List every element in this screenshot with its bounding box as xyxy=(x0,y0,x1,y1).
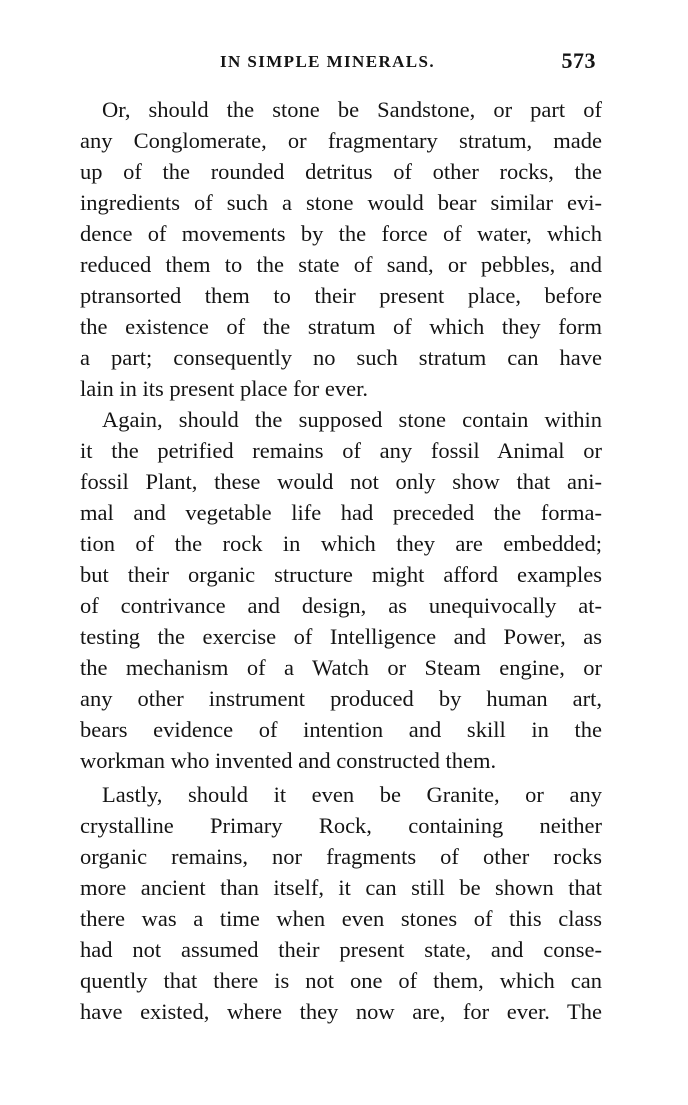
text-line: tion of the rock in which they are embedded; xyxy=(80,531,602,556)
text-line: ptransorted them to their present place, before xyxy=(80,283,602,308)
text-line: had not assumed their present state, and conse- xyxy=(80,937,602,962)
text-line: fossil Plant, these would not only show that ani- xyxy=(80,469,602,494)
text-line: the mechanism of a Watch or Steam engine, or xyxy=(80,655,602,680)
text-line: workman who invented and constructed them. xyxy=(80,748,497,773)
text-line: any other instrument produced by human art, xyxy=(80,686,602,711)
page-number: 573 xyxy=(561,48,596,73)
text-line: crystalline Primary Rock, containing neither xyxy=(80,813,602,838)
text-line: Again, should the supposed stone contain within xyxy=(102,407,602,432)
text-line: it the petrified remains of any fossil Animal or xyxy=(80,438,602,463)
text-line: organic remains, nor fragments of other rocks xyxy=(80,844,602,869)
text-line: but their organic structure might afford examples xyxy=(80,562,602,587)
text-line: the existence of the stratum of which they form xyxy=(80,314,602,339)
paragraph-sandstone xyxy=(80,94,602,404)
text-line: a part; consequently no such stratum can have xyxy=(80,345,602,370)
text-line: reduced them to the state of sand, or pebbles, and xyxy=(80,252,602,277)
text-line: lain in its present place for ever. xyxy=(80,376,369,401)
paragraph-granite xyxy=(80,779,602,1027)
text-line: any Conglomerate, or fragmentary stratum, made xyxy=(80,128,602,153)
text-line: have existed, where they now are, for ever. The xyxy=(80,999,602,1024)
text-line: up of the rounded detritus of other rocks, the xyxy=(80,159,602,184)
text-line: ingredients of such a stone would bear similar evi- xyxy=(80,190,602,215)
text-line: dence of movements by the force of water, which xyxy=(80,221,602,246)
body-text xyxy=(80,94,602,1027)
text-line: more ancient than itself, it can still be shown that xyxy=(80,875,602,900)
paragraph-fossil xyxy=(80,404,602,776)
text-line: bears evidence of intention and skill in the xyxy=(80,717,602,742)
running-head xyxy=(78,50,602,78)
text-line: of contrivance and design, as unequivocally at- xyxy=(80,593,602,618)
running-title: IN SIMPLE MINERALS. xyxy=(220,52,436,71)
text-line: Or, should the stone be Sandstone, or part of xyxy=(102,97,602,122)
text-line: quently that there is not one of them, which can xyxy=(80,968,602,993)
text-line: mal and vegetable life had preceded the forma- xyxy=(80,500,602,525)
text-line: there was a time when even stones of this class xyxy=(80,906,602,931)
text-line: Lastly, should it even be Granite, or any xyxy=(102,782,602,807)
text-line: testing the exercise of Intelligence and Power, as xyxy=(80,624,602,649)
